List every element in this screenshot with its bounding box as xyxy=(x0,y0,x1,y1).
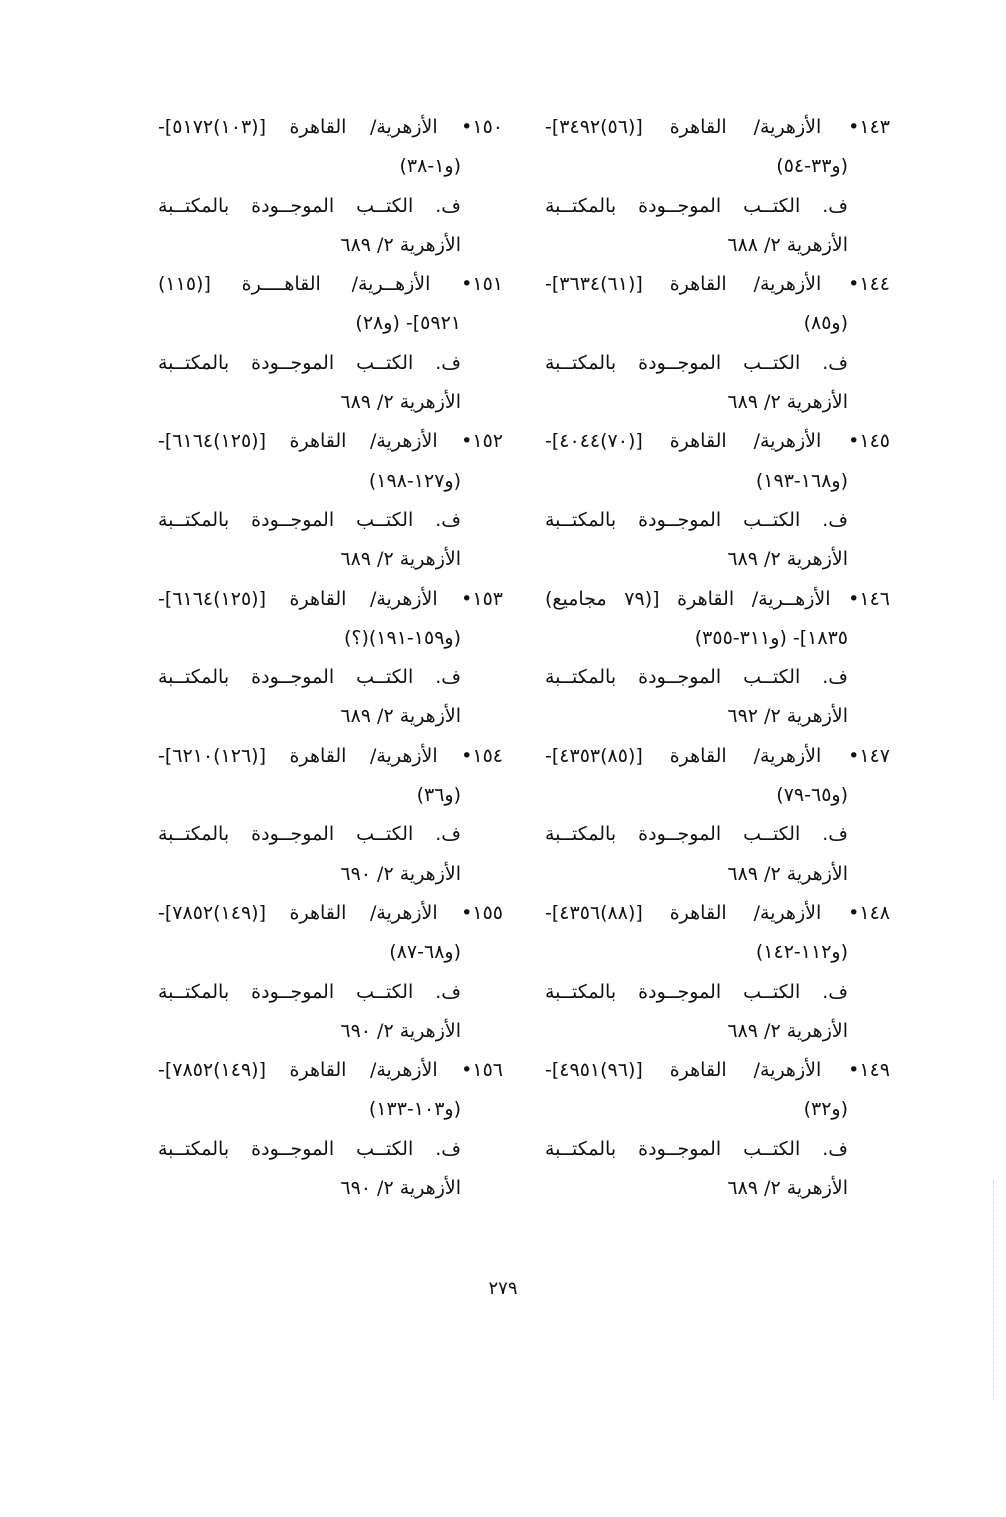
entry-catalog-ref: الأزهرية ٢/ ٦٩٢ xyxy=(727,705,848,728)
entry-folios: (و٣٢) xyxy=(803,1098,848,1121)
entry-catalog-note: ف. الكتــب الموجــودة بالمكتــبة xyxy=(158,1137,461,1160)
left-column xyxy=(158,108,503,1208)
entry-catalog-ref: الأزهرية ٢/ ٦٨٩ xyxy=(727,548,848,571)
entry-152 xyxy=(158,422,503,579)
entry-catalog-note: ف. الكتــب الموجــودة بالمكتــبة xyxy=(158,508,461,531)
entry-146 xyxy=(545,580,890,737)
entry-catalog-note: ف. الكتــب الموجــودة بالمكتــبة xyxy=(545,194,848,217)
entry-folios: (و٦٨-٨٧) xyxy=(389,941,461,964)
entry-156 xyxy=(158,1051,503,1208)
entry-149 xyxy=(545,1051,890,1208)
entry-catalog-ref: الأزهرية ٢/ ٦٨٩ xyxy=(727,1177,848,1200)
page-number: ٢٧٩ xyxy=(488,1278,518,1299)
entry-catalog-note: ف. الكتــب الموجــودة بالمكتــبة xyxy=(158,980,461,1003)
entry-heading: ١٤٩• الأزهرية/ القاهرة [(٩٦)٤٩٥١]- xyxy=(545,1059,890,1082)
entry-147 xyxy=(545,737,890,894)
entry-folios: (و٦٥-٧٩) xyxy=(776,784,848,807)
entry-catalog-ref: الأزهرية ٢/ ٦٩٠ xyxy=(340,1177,461,1200)
entry-catalog-ref: الأزهرية ٢/ ٦٨٩ xyxy=(727,862,848,885)
entry-155 xyxy=(158,894,503,1051)
entry-heading: ١٤٤• الأزهرية/ القاهرة [(٦١)٣٦٣٤]- xyxy=(545,273,890,296)
entry-folios: ٥٩٢١]- (و٢٨) xyxy=(355,312,461,335)
entry-heading: ١٥٣• الأزهرية/ القاهرة [(١٢٥)٦١٦٤]- xyxy=(158,587,503,610)
entry-heading: ١٥٥• الأزهرية/ القاهرة [(١٤٩)٧٨٥٢]- xyxy=(158,901,503,924)
scan-margin-artifact xyxy=(993,1180,994,1400)
entry-folios: (و١١٢-١٤٢) xyxy=(755,941,848,964)
entry-heading: ١٤٥• الأزهرية/ القاهرة [(٧٠)٤٠٤٤]- xyxy=(545,430,890,453)
entry-heading: ١٤٣• الأزهرية/ القاهرة [(٥٦)٣٤٩٢]- xyxy=(545,116,890,138)
entry-heading: ١٥٠• الأزهرية/ القاهرة [(١٠٣)٥١٧٢]- xyxy=(158,116,503,138)
entry-folios: (و٣٦) xyxy=(416,784,461,807)
entry-catalog-ref: الأزهرية ٢/ ٦٨٨ xyxy=(727,233,848,256)
entry-heading: ١٤٧• الأزهرية/ القاهرة [(٨٥)٤٣٥٣]- xyxy=(545,744,890,767)
entry-folios: (و١٢٧-١٩٨) xyxy=(368,469,461,492)
right-column xyxy=(545,108,890,1208)
entry-catalog-ref: الأزهرية ٢/ ٦٨٩ xyxy=(340,233,461,256)
entry-145 xyxy=(545,422,890,579)
entry-143 xyxy=(545,108,890,265)
entry-catalog-note: ف. الكتــب الموجــودة بالمكتــبة xyxy=(545,1137,848,1160)
entry-folios: (و١٦٨-١٩٣) xyxy=(755,469,848,492)
entry-heading: ١٥٢• الأزهرية/ القاهرة [(١٢٥)٦١٦٤]- xyxy=(158,430,503,453)
entry-catalog-note: ف. الكتــب الموجــودة بالمكتــبة xyxy=(545,666,848,689)
entry-154 xyxy=(158,737,503,894)
entry-catalog-ref: الأزهرية ٢/ ٦٨٩ xyxy=(340,705,461,728)
entry-folios: (و٨٥) xyxy=(803,312,848,335)
entry-catalog-ref: الأزهرية ٢/ ٦٨٩ xyxy=(340,391,461,414)
entry-folios: (و٣٣-٥٤) xyxy=(776,155,848,178)
entry-catalog-note: ف. الكتــب الموجــودة بالمكتــبة xyxy=(158,823,461,846)
entry-folios: (و١-٣٨) xyxy=(399,155,461,178)
entry-heading: ١٤٨• الأزهرية/ القاهرة [(٨٨)٤٣٥٦]- xyxy=(545,901,890,924)
entry-catalog-note: ف. الكتــب الموجــودة بالمكتــبة xyxy=(158,194,461,217)
entry-folios: (و١٥٩-١٩١)(؟) xyxy=(343,626,461,649)
entry-catalog-ref: الأزهرية ٢/ ٦٩٠ xyxy=(340,1019,461,1042)
entry-catalog-note: ف. الكتــب الموجــودة بالمكتــبة xyxy=(545,508,848,531)
entry-153 xyxy=(158,580,503,737)
entry-148 xyxy=(545,894,890,1051)
entry-heading: ١٥١• الأزهــرية/ القاهــــرة [(١١٥) xyxy=(158,273,503,296)
entry-catalog-note: ف. الكتــب الموجــودة بالمكتــبة xyxy=(545,351,848,374)
entry-catalog-ref: الأزهرية ٢/ ٦٨٩ xyxy=(727,1019,848,1042)
entry-folios: (و١٠٣-١٣٣) xyxy=(368,1098,461,1121)
entry-151 xyxy=(158,265,503,422)
entry-catalog-note: ف. الكتــب الموجــودة بالمكتــبة xyxy=(158,666,461,689)
entry-150 xyxy=(158,108,503,265)
entry-catalog-note: ف. الكتــب الموجــودة بالمكتــبة xyxy=(545,823,848,846)
entry-catalog-note: ف. الكتــب الموجــودة بالمكتــبة xyxy=(545,980,848,1003)
entry-heading: ١٥٦• الأزهرية/ القاهرة [(١٤٩)٧٨٥٢]- xyxy=(158,1059,503,1082)
entry-catalog-note: ف. الكتــب الموجــودة بالمكتــبة xyxy=(158,351,461,374)
entry-catalog-ref: الأزهرية ٢/ ٦٩٠ xyxy=(340,862,461,885)
entry-catalog-ref: الأزهرية ٢/ ٦٨٩ xyxy=(340,548,461,571)
entry-folios: ١٨٣٥]- (و٣١١-٣٥٥) xyxy=(694,626,848,649)
entry-heading: ١٥٤• الأزهرية/ القاهرة [(١٢٦)٦٢١٠]- xyxy=(158,744,503,767)
entry-catalog-ref: الأزهرية ٢/ ٦٨٩ xyxy=(727,391,848,414)
entry-144 xyxy=(545,265,890,422)
entry-heading: ١٤٦• الأزهــرية/ القاهرة [(٧٩ مجاميع) xyxy=(545,587,890,610)
